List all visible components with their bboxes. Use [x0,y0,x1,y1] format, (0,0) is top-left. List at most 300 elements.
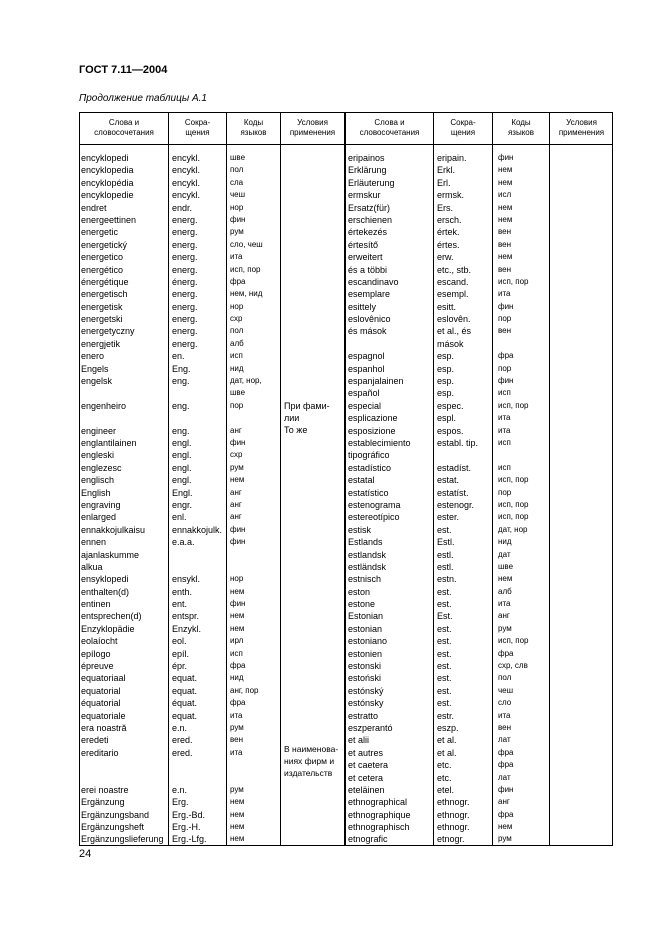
table-cell: исп, пор [498,636,529,646]
column-divider [168,112,169,846]
page-number: 24 [79,848,92,860]
table-cell: фра [230,661,246,671]
table-cell: estereotípico [348,512,400,523]
table-cell: estratto [348,710,379,721]
table-cell: ита [230,710,243,720]
abbr-column-right [437,152,478,846]
table-cell: Erl. [437,177,451,188]
table-cell: energ. [172,301,198,312]
table-cell [81,759,164,771]
table-cell: нем [230,834,245,844]
table-cell: фин [230,524,246,534]
table-cell: нем [498,202,513,212]
table-cell: рум [230,462,244,472]
table-cell: espos. [437,425,464,436]
table-cell: erweitert [348,252,383,263]
code-column-left [230,152,263,846]
column-divider-middle [344,112,346,846]
table-cell: et cetera [348,772,384,783]
table-cell: фра [230,698,246,708]
table-cell: ита [498,710,511,720]
table-cell: estoniano [348,636,388,647]
table-cell: пор [230,400,244,410]
table-cell: Erklärung [348,165,387,176]
table-cell: estatíst. [437,487,469,498]
table-cell: Ergänzungsband [81,809,150,820]
table-cell: encyklopédia [81,177,134,188]
table-cell: ermskur [348,190,381,201]
table-cell: esittely [348,301,377,312]
table-cell: energético [81,264,124,275]
table-cell: engr. [172,499,193,510]
table-cell: endr. [172,202,193,213]
table-cell: пор [498,314,512,324]
table-cell: анг [230,512,242,522]
table-cell: espagnol [348,351,385,362]
table-cell: нор [230,202,244,212]
table-cell: алб [498,586,512,596]
table-cell: нор [230,301,244,311]
table-cell: energ. [172,252,198,263]
table-cell: engraving [81,499,121,510]
table-cell: epílogo [81,648,111,659]
table-cell: ита [230,747,243,757]
table-cell: вен [498,239,512,249]
table-cell: ethnographisch [348,822,410,833]
table-cell [348,338,411,350]
table-cell [230,759,263,771]
header-cond-left: Условия применения [289,118,336,137]
table-cell: és a többi [348,264,388,275]
table-cell: engl. [172,462,192,473]
table-cell: energ. [172,227,198,238]
table-cell: анг [230,425,242,435]
table-cell [230,549,263,561]
table-cell: анг, пор [230,685,259,695]
table-cell: Erkl. [437,165,455,176]
table-cell: esplicazione [348,413,398,424]
table-cell [172,549,222,561]
table-cell: ester. [437,512,460,523]
table-cell: est. [437,698,452,709]
table-cell: et autres [348,747,384,758]
table-cell: espanjalainen [348,376,404,387]
table-cell: energetický [81,239,128,250]
table-cell: espec. [437,400,464,411]
table-cell: etc. [437,760,452,771]
table-cell: energ. [172,314,198,325]
table-cell [172,412,222,424]
header-separator [79,144,613,145]
table-cell [172,387,222,399]
table-cell: englantilainen [81,437,137,448]
table-cell: épr. [172,661,188,672]
table-cell: пол [498,673,512,683]
table-cell: e.n. [172,784,188,795]
table-cell: дат, нор [498,524,528,534]
table-cell: estisk [348,524,372,535]
table-cell: energ. [172,338,198,349]
table-cell [172,759,222,771]
table-cell: нем [498,177,513,187]
table-cell: ensykl. [172,574,201,585]
table-cell: est. [437,685,452,696]
table-cell: enthalten(d) [81,586,130,597]
table-cell: endret [81,202,107,213]
table-cell: enero [81,351,105,362]
table-cell: értekezés [348,227,388,238]
table-cell: estadíst. [437,462,472,473]
table-cell: e.a.a. [172,537,195,548]
table-cell [81,772,164,784]
table-cell [81,412,164,424]
table-cell: нем [498,822,513,832]
table-cell: értes. [437,239,460,250]
table-cell: нем [498,214,513,224]
table-cell: фра [498,747,514,757]
table-cell: és mások [348,326,387,337]
table-cell: eripainos [348,153,385,163]
table-cell: Erg. [172,797,189,808]
table-cell: est. [437,586,452,597]
table-cell: фин [498,784,514,794]
table-cell: шве [230,153,246,162]
table-cell: esemplare [348,289,391,300]
table-cell: ита [498,413,511,423]
column-divider [433,112,434,846]
table-cell: Erg.-Lfg. [172,834,207,845]
table-cell: Ergänzungslieferung [81,834,164,845]
table-cell: исп [498,462,511,472]
table-cell: est. [437,673,452,684]
table-cell: esp. [437,376,455,387]
table-cell: вен [498,326,512,336]
table-cell: eng. [172,400,190,411]
table-cell: Estonian [348,611,384,622]
table-cell: equatoriaal [81,673,126,684]
table-cell [172,772,222,784]
table-cell: et al., és [437,326,472,337]
table-cell: нид [230,673,244,683]
table-cell: ирл [230,636,244,646]
table-cell: Ersatz(für) [348,202,391,213]
header-abbr-right: Сокра- щения [450,118,476,137]
table-cell: értek. [437,227,460,238]
table-cell: est. [437,599,452,610]
table-cell: исп [498,437,511,447]
table-cell: englezesc [81,462,122,473]
table-cell: ajanlaskumme [81,549,140,560]
table-cell: eteläinen [348,784,385,795]
table-cell: нем [230,475,245,485]
table-cell [437,449,478,461]
table-cell: Erg.-Bd. [172,809,206,820]
table-cell: era noastră [81,722,127,733]
table-cell: équat. [172,698,198,709]
table-cell: español [348,388,380,399]
table-caption: Продолжение таблицы А.1 [79,93,207,104]
table-cell: energetic [81,227,119,238]
table-cell: esposizione [348,425,396,436]
table-cell: esempl. [437,289,469,300]
table-cell: etel. [437,784,455,795]
table-cell: esp. [437,351,455,362]
table-cell: нем [230,586,245,596]
table-cell: ennakkojulk. [172,524,223,535]
table-cell: eripain. [437,153,467,163]
table-cell: ита [498,289,511,299]
table-cell [230,772,263,784]
table-cell: etnografic [348,834,388,845]
table-cell: et al. [437,735,457,746]
table-cell: исп, пор [230,264,261,274]
table-cell: сла [230,177,244,187]
table-cell: mások [437,338,464,349]
table-cell: исп, пор [498,276,529,286]
table-cell: пор [498,363,512,373]
table-cell: estat. [437,475,460,486]
table-cell: equatoriale [81,710,126,721]
table-cell: encykl. [172,153,201,163]
table-cell: energetico [81,252,124,263]
table-cell: engl. [172,450,192,461]
page-header-title: ГОСТ 7.11—2004 [79,64,168,76]
table-cell: Estlands [348,537,383,548]
table-cell: estr. [437,710,455,721]
table-cell: enth. [172,586,193,597]
table-cell: escandinavo [348,276,399,287]
table-cell: enlarged [81,512,117,523]
table-cell: enl. [172,512,187,523]
table-cell: фра [230,276,246,286]
table-cell: нем [230,611,245,621]
table-cell: equat. [172,685,198,696]
table-cell: et alii [348,735,370,746]
table-cell: нид [230,363,244,373]
table-cell: énergétique [81,276,129,287]
table-cell: escand. [437,276,469,287]
table-cell: фра [498,809,514,819]
table-cell: eston [348,586,371,597]
table-cell: фин [498,376,514,386]
table-cell: нем, нид [230,289,263,299]
table-cell: дат [498,549,511,559]
table-cell: ereditario [81,747,119,758]
table-cell: equat. [172,710,198,721]
table-cell: energ. [172,264,198,275]
table-cell: вен [498,264,512,274]
table-cell: eslovên. [437,314,471,325]
header-cond-right: Условия применения [558,118,605,137]
header-words-left: Слова и словосочетания [94,118,154,137]
table-cell: фра [498,351,514,361]
table-cell: ethnogr. [437,809,470,820]
table-cell: eszp. [437,722,459,733]
table-cell: исп, пор [498,400,529,410]
table-cell: esitt. [437,301,457,312]
table-cell: анг [498,797,510,807]
table-cell: шве [230,388,246,398]
table-cell: ethnogr. [437,822,470,833]
table-cell: фин [230,214,246,224]
table-cell: ethnogr. [437,797,470,808]
table-cell: entspr. [172,611,200,622]
table-cell: фин [498,153,514,162]
table-cell: equat. [172,673,198,684]
column-divider [226,112,227,846]
table-cell: estónsky [348,698,384,709]
table-cell: eredeti [81,735,109,746]
table-cell: рум [230,227,244,237]
table-cell: esp. [437,388,455,399]
table-cell: encykl. [172,165,201,176]
table-cell: estone [348,599,376,610]
table-cell: схр [230,450,243,460]
table-cell: establ. tip. [437,437,479,448]
table-cell: вен [230,735,244,745]
table-cell: схр [230,314,243,324]
table-cell: energetyczny [81,326,135,337]
table-cell: лат [498,735,511,745]
table-cell: e.n. [172,722,188,733]
table-cell: et al. [437,747,457,758]
table-cell: erw. [437,252,454,263]
table-cell: вен [498,227,512,237]
table-cell: исп, пор [498,499,529,509]
table-cell: фра [498,648,514,658]
table-cell: eng. [172,425,190,436]
table-cell: нем [230,797,245,807]
table-cell: схр, слв [498,661,528,671]
table-cell: ethnographique [348,809,411,820]
table-cell: estatístico [348,487,389,498]
table-cell: engenheiro [81,400,127,411]
table-cell: нем [498,165,513,175]
table-cell: espanhol [348,363,385,374]
table-cell [230,412,263,424]
column-divider [549,112,550,846]
table-cell: исп [230,648,243,658]
table-cell: etc., stb. [437,264,472,275]
table-cell: Estl. [437,537,455,548]
table-cell: Est. [437,611,453,622]
header-abbr-left: Сокра- щения [184,118,211,137]
table-cell: ennakkojulkaisu [81,524,146,535]
table-cell: ermsk. [437,190,464,201]
table-cell: englisch [81,475,115,486]
table-cell: engelsk [81,376,113,387]
table-cell: estenograma [348,499,401,510]
table-cell: estoński [348,673,382,684]
table-cell: estonian [348,623,383,634]
table-cell: анг [498,611,510,621]
header-words-right: Слова и словосочетания [359,118,420,137]
table-cell: epíl. [172,648,190,659]
table-cell: фин [230,537,246,547]
table-cell: encyklopedie [81,190,134,201]
table-cell [498,449,528,461]
table-cell [81,387,164,399]
table-cell: energetisch [81,289,128,300]
table-cell: et caetera [348,760,389,771]
table-cell: értesítő [348,239,379,250]
table-cell: алб [230,338,244,348]
table-cell: erei noastre [81,784,129,795]
table-cell: engl. [172,475,192,486]
abbr-column-left [172,152,222,846]
table-cell: energ. [172,239,198,250]
table-cell: нем [230,809,245,819]
table-cell: engineer [81,425,117,436]
table-cell: фин [498,301,514,311]
table-cell: energjetik [81,338,121,349]
table-cell: eng. [172,376,190,387]
table-cell: engl. [172,437,192,448]
table-cell: пол [230,326,244,336]
table-cell: encykl. [172,177,201,188]
table-cell [172,561,222,573]
table-cell: estónský [348,685,384,696]
table-cell: пор [498,487,512,497]
table-cell: исп [230,351,243,361]
table-cell: équatorial [81,698,121,709]
table-cell: рум [230,784,244,794]
table-cell: energ. [172,214,198,225]
table-cell [498,338,528,350]
table-cell: нем [498,252,513,262]
table-cell: ита [230,252,243,262]
table-cell: Eng. [172,363,191,374]
conditions-block-3: В наименова- ниях фирм и издательств [284,744,339,778]
table-cell: energ. [172,326,198,337]
table-cell: рум [498,834,512,844]
table-cell: нем [230,623,245,633]
table-cell: ennen [81,537,107,548]
table-cell: est. [437,648,452,659]
table-cell: Ergänzungsheft [81,822,145,833]
table-cell: equatorial [81,685,121,696]
table-cell: Engl. [172,487,193,498]
table-cell: estl. [437,549,454,560]
table-cell: исп, пор [498,512,529,522]
table-cell: estadístico [348,462,392,473]
table-cell: ent. [172,599,188,610]
table-cell: encykl. [172,190,201,201]
table-cell: estenogr. [437,499,475,510]
table-cell: ита [498,425,511,435]
table-cell: est. [437,636,452,647]
table-cell: лат [498,772,511,782]
table-cell [230,561,263,573]
table-cell: energetski [81,314,123,325]
table-cell: Ers. [437,202,454,213]
table-cell: исл [498,190,512,200]
header-code-right: Коды языков [507,118,535,137]
words-column-right [348,152,411,846]
table-cell: energeettinen [81,214,137,225]
table-cell: ита [498,599,511,609]
table-cell: Engels [81,363,109,374]
table-cell: erschienen [348,214,393,225]
table-cell: рум [498,623,512,633]
table-cell: нид [498,537,512,547]
table-cell: Ergänzung [81,797,125,808]
table-cell: eol. [172,636,187,647]
words-column-left [81,152,164,846]
table-cell: нем [230,822,245,832]
table-cell: Enzykl. [172,623,202,634]
table-cell: Enzyklopädie [81,623,135,634]
